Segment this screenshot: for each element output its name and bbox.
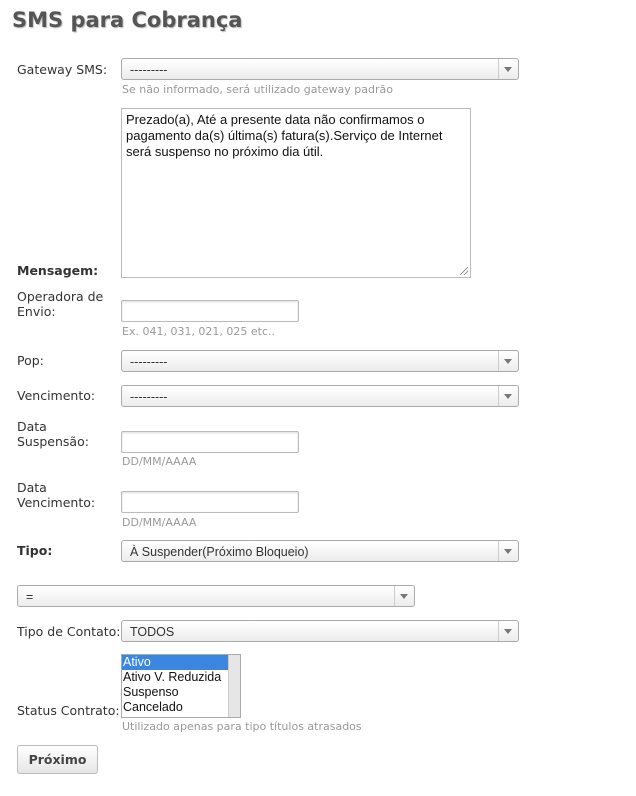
tipo-contato-select-value: TODOS [130, 625, 175, 639]
gateway-label: Gateway SMS: [17, 62, 108, 77]
chevron-down-icon [498, 386, 518, 406]
status-contrato-label: Status Contrato: [17, 703, 120, 718]
operadora-help: Ex. 041, 031, 021, 025 etc.. [122, 325, 276, 338]
operadora-input[interactable] [121, 300, 299, 322]
data-suspensao-label: Data Suspensão: [17, 419, 89, 449]
vencimento-label: Vencimento: [17, 388, 96, 403]
gateway-select-value: --------- [130, 63, 168, 77]
data-vencimento-help: DD/MM/AAAA [122, 516, 197, 529]
vencimento-select-value: --------- [130, 390, 168, 404]
listbox-scrollbar[interactable] [228, 655, 240, 717]
tipo-select-value: À Suspender(Próximo Bloqueio) [130, 545, 309, 559]
page-title: SMS para Cobrança [12, 8, 243, 32]
operador-select-value: = [26, 590, 34, 604]
status-option-suspenso[interactable]: Suspenso [123, 685, 179, 699]
vencimento-select[interactable] [121, 385, 519, 407]
data-suspensao-help: DD/MM/AAAA [122, 455, 197, 468]
chevron-down-icon [498, 59, 518, 79]
chevron-down-icon [498, 541, 518, 561]
mensagem-label: Mensagem: [17, 263, 99, 278]
tipo-contato-select[interactable] [121, 620, 519, 642]
data-vencimento-label: Data Vencimento: [17, 480, 96, 510]
operadora-label: Operadora de Envio: [17, 289, 104, 319]
data-suspensao-input[interactable] [121, 431, 299, 453]
pop-label: Pop: [17, 353, 44, 368]
pop-select[interactable] [121, 350, 519, 372]
mensagem-textarea[interactable] [121, 108, 471, 278]
status-option-ativo[interactable]: Ativo [122, 655, 228, 670]
status-option-ativo-reduzida[interactable]: Ativo V. Reduzida [123, 670, 222, 684]
next-button[interactable]: Próximo [17, 745, 98, 774]
chevron-down-icon [498, 621, 518, 641]
tipo-select[interactable] [121, 540, 519, 562]
mensagem-text: Prezado(a), Até a presente data não confirmamos o pagamento da(s) última(s) fatura(s).Serviço de Internet será suspenso no próximo dia útil. [126, 112, 443, 159]
status-contrato-help: Utilizado apenas para tipo títulos atrasados [122, 720, 362, 733]
pop-select-value: --------- [130, 355, 168, 369]
chevron-down-icon [498, 351, 518, 371]
chevron-down-icon [394, 586, 414, 606]
resize-grip-icon[interactable] [460, 267, 468, 275]
status-contrato-listbox[interactable] [121, 654, 241, 718]
gateway-help: Se não informado, será utilizado gateway padrão [122, 83, 393, 96]
tipo-label: Tipo: [17, 543, 53, 558]
tipo-contato-label: Tipo de Contato: [17, 624, 121, 639]
gateway-select[interactable] [121, 58, 519, 80]
operador-select[interactable] [17, 585, 415, 607]
data-vencimento-input[interactable] [121, 491, 299, 513]
status-option-cancelado[interactable]: Cancelado [123, 700, 183, 714]
